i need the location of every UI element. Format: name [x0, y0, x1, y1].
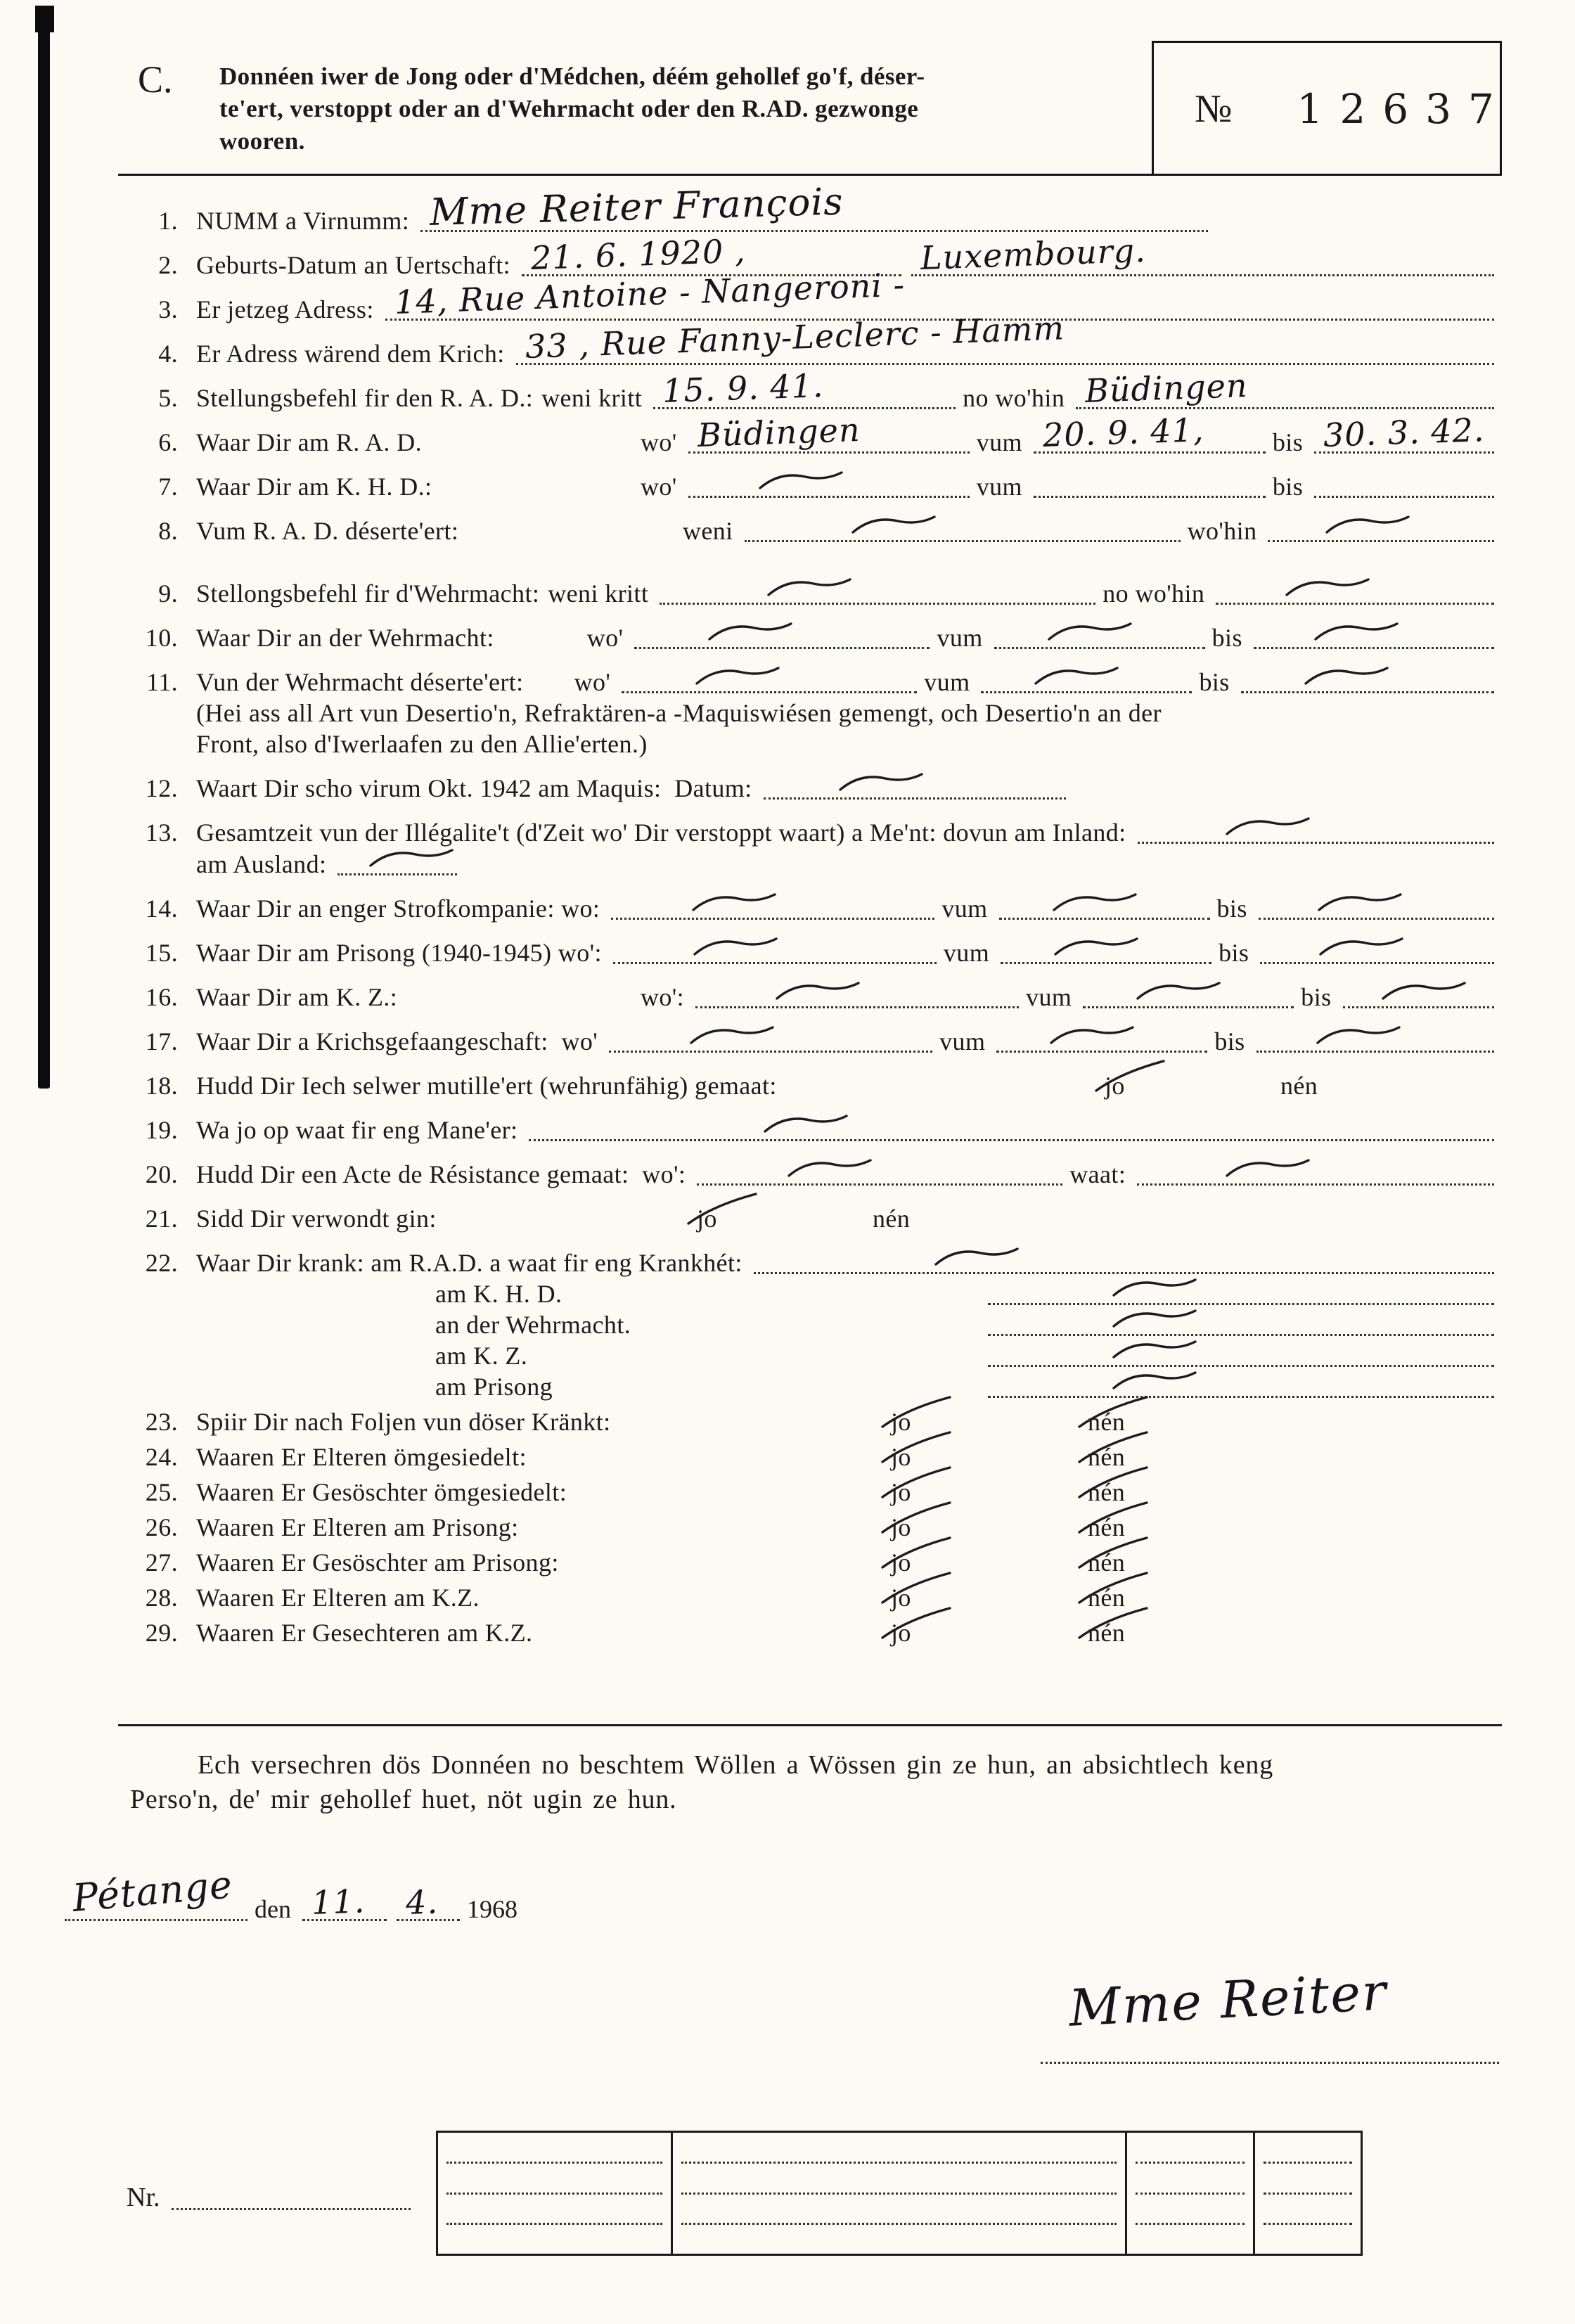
dotted-field [1001, 957, 1211, 964]
dotted-field [688, 410, 970, 454]
pen-stroke [705, 618, 795, 653]
dotted-field [1259, 913, 1494, 920]
printed-label: no wo'hin [1102, 579, 1205, 608]
table-cell-line [681, 2223, 1117, 2225]
form-title-line: Donnéen iwer de Jong oder d'Médchen, déém gehollef go'f, déser- [219, 63, 925, 90]
item-number: 11. [146, 668, 178, 696]
printed-label: am Prisong [435, 1373, 553, 1401]
den-label: den [255, 1895, 291, 1923]
day-field [302, 1882, 387, 1922]
pen-stroke [1050, 889, 1140, 923]
form-row [130, 1313, 1501, 1344]
handwritten-month: 4. [405, 1882, 439, 1922]
printed-label: Waar Dir an enger Strofkompanie: wo: [196, 894, 600, 923]
pen-stroke [1031, 662, 1121, 697]
numero-sign: № [1195, 87, 1233, 131]
printed-label: wo' [641, 473, 677, 501]
printed-label: wo'hin [1187, 517, 1257, 545]
dotted-field [988, 1391, 1494, 1398]
item-number: 7. [158, 473, 178, 501]
pen-stroke [932, 1243, 1022, 1278]
table-cell-line [1136, 2162, 1245, 2164]
form-row [130, 1149, 1501, 1193]
pen-stroke [849, 511, 939, 546]
pen-stroke [1379, 977, 1469, 1012]
printed-label: bis [1214, 1027, 1245, 1055]
option-label: nén [1088, 1548, 1126, 1577]
printed-label: Waaren Er Elteren am Prisong: [196, 1513, 519, 1541]
option-nén [873, 1204, 910, 1233]
printed-label: (Hei ass all Art vun Desertio'n, Refraktären-a -Maquiswiésen gemengt, och Desertio'n an der [196, 699, 1162, 727]
printed-label: Stellongsbefehl fir d'Wehrmacht: [196, 579, 540, 608]
printed-label: bis [1272, 473, 1304, 501]
printed-label: no wo'hin [963, 384, 1065, 412]
printed-label: Vun der Wehrmacht déserte'ert: [196, 668, 524, 696]
form-row [130, 763, 1501, 807]
spacer [196, 1339, 435, 1340]
pen-stroke [689, 889, 779, 923]
option-jo [891, 1618, 1088, 1648]
option-label: nén [1280, 1072, 1318, 1100]
printed-label: Waaren Er Elteren ömgesiedelt: [196, 1443, 527, 1471]
printed-label: Hudd Dir een Acte de Résistance gemaat: wo': [196, 1160, 686, 1188]
dotted-field [338, 868, 457, 875]
table-column [1255, 2133, 1361, 2254]
handwritten-entry: Mme Reiter François [429, 180, 844, 234]
handwritten-entry: 33 , Rue Fanny-Leclerc - Hamm [524, 309, 1065, 366]
option-label: jo [891, 1408, 911, 1436]
printed-label: vum [976, 428, 1022, 456]
pen-stroke [1133, 977, 1223, 1012]
form-row [130, 1060, 1501, 1105]
pen-stroke [1051, 933, 1141, 968]
dotted-field [745, 535, 1181, 542]
option-label: jo [891, 1513, 911, 1541]
item-number: 12. [145, 774, 178, 802]
table-column [673, 2133, 1127, 2254]
dotted-field [1260, 957, 1494, 964]
printed-label: Waart Dir scho virum Okt. 1942 am Maquis: Datum: [196, 774, 752, 802]
form-title-line: wooren. [219, 127, 305, 155]
form-row [130, 568, 1501, 612]
pen-stroke [785, 1155, 875, 1189]
table-cell-line [1136, 2223, 1245, 2225]
printed-label: Vum R. A. D. déserte'ert: [196, 517, 459, 545]
bottom-table [436, 2131, 1363, 2256]
item-number: 2. [158, 251, 178, 279]
item-number: 26. [145, 1513, 178, 1541]
document-number-box [1152, 41, 1511, 175]
table-cell-line [681, 2193, 1117, 2195]
form-row [130, 1441, 1501, 1476]
form-row [130, 1282, 1501, 1313]
table-cell-line [1264, 2162, 1352, 2164]
option-label: jo [1105, 1072, 1125, 1100]
item-number: 24. [145, 1443, 178, 1471]
printed-label: Waar Dir am K. H. D.: [196, 473, 432, 501]
option-nén [1088, 1618, 1125, 1648]
handwritten-entry: 20. 9. 41, [1042, 411, 1205, 454]
dotted-field [988, 1298, 1494, 1305]
declaration-text [130, 1748, 1507, 1817]
option-label: jo [891, 1548, 911, 1577]
option-label: nén [1088, 1478, 1126, 1506]
option-jo [891, 1513, 1088, 1542]
dotted-field [1256, 1046, 1494, 1053]
option-label: nén [1088, 1513, 1126, 1541]
form-row [130, 366, 1501, 417]
table-column [1127, 2133, 1255, 2254]
item-number: 5. [158, 384, 178, 412]
option-nén [1088, 1442, 1125, 1472]
dotted-field [660, 598, 1095, 605]
table-cell-line [681, 2162, 1117, 2164]
form-row [130, 1238, 1501, 1282]
pen-stroke [1323, 511, 1413, 546]
handwritten-entry: Büdingen [1084, 366, 1249, 410]
dotted-field [764, 792, 1066, 800]
dotted-field [994, 642, 1205, 649]
option-label: nén [1088, 1443, 1126, 1471]
form-row [130, 461, 1501, 506]
dotted-field [1268, 535, 1494, 542]
form-row [130, 1581, 1501, 1617]
option-label: jo [891, 1478, 911, 1506]
form-row [130, 1016, 1501, 1060]
nr-label: Nr. [127, 2183, 160, 2212]
pen-stroke [693, 662, 783, 697]
printed-label: Waar Dir am Prisong (1940-1945) wo': [196, 939, 602, 967]
dotted-field [1216, 598, 1494, 605]
printed-label: Gesamtzeit vun der Illégalite't (d'Zeit wo' Dir verstoppt waart) a Me'nt: dovun am Inland: [196, 818, 1126, 847]
dotted-field [622, 686, 917, 693]
dotted-field [420, 180, 1208, 234]
printed-label: Waar Dir am K. Z.: [196, 983, 398, 1011]
form-title [219, 60, 1140, 158]
table-cell-line [446, 2223, 662, 2225]
printed-label: vum [941, 894, 988, 923]
item-number: 6. [158, 428, 178, 456]
signature: Mme Reiter [1067, 1962, 1389, 2038]
form-row [130, 657, 1501, 701]
dotted-field [988, 1360, 1494, 1367]
form-row [130, 1546, 1501, 1581]
declaration-line: Perso'n, de' mir gehollef huet, nöt ugin ze hun. [130, 1785, 677, 1814]
printed-label: NUMM a Virnumm: [196, 207, 410, 235]
spacer [532, 696, 574, 697]
item-number: 4. [158, 340, 178, 368]
printed-label: bis [1216, 894, 1247, 923]
option-label: jo [891, 1443, 911, 1471]
printed-label: Stellungsbefehl fir den R. A. D.: [196, 384, 534, 412]
printed-label: Waar Dir krank: am R.A.D. a waat fir eng Krankhét: [196, 1249, 742, 1277]
form-row [130, 1375, 1501, 1406]
nr-row [127, 2176, 418, 2213]
option-label: nén [1088, 1408, 1126, 1436]
handwritten-entry: 21. 6. 1920 , [530, 231, 747, 277]
printed-label: wo' [641, 428, 677, 456]
printed-label: am K. H. D. [435, 1280, 562, 1308]
item-number: 25. [145, 1478, 178, 1506]
dotted-field [653, 366, 956, 410]
printed-label: waat: [1069, 1160, 1126, 1188]
printed-label: bis [1211, 624, 1242, 652]
table-cell-line [1264, 2223, 1352, 2225]
item-number: 23. [145, 1408, 178, 1436]
pen-stroke [1301, 662, 1391, 697]
document-number: 12637 [1297, 85, 1511, 133]
dotted-field [1138, 837, 1494, 844]
dotted-field [1083, 1001, 1294, 1008]
dotted-field [1034, 491, 1266, 498]
table-column [438, 2133, 673, 2254]
pen-stroke [1045, 618, 1135, 653]
form-row [130, 1344, 1501, 1375]
option-label: jo [697, 1205, 717, 1233]
pen-stroke [690, 933, 780, 968]
printed-label: wo' [574, 668, 611, 696]
dotted-field [754, 1267, 1494, 1274]
handwritten-entry: 15. 9. 41. [662, 366, 825, 410]
item-number: 27. [145, 1548, 178, 1577]
form-title-line: te'ert, verstoppt oder an d'Wehrmacht oder den R.AD. gezwonge [219, 95, 919, 122]
printed-label: Geburts-Datum an Uertschaft: [196, 251, 511, 279]
dotted-field [988, 1329, 1494, 1336]
pen-stroke [836, 769, 926, 803]
pen-stroke [1311, 618, 1401, 653]
printed-label: Hudd Dir Iech selwer mutille'ert (wehrunfähig) gemaat: [196, 1072, 777, 1100]
form-row [130, 506, 1501, 550]
option-nén [1088, 1407, 1125, 1437]
option-jo [891, 1477, 1088, 1507]
option-jo [891, 1442, 1088, 1472]
printed-label: vum [1026, 983, 1072, 1011]
form-row [130, 180, 1501, 240]
option-nén [1088, 1583, 1125, 1612]
dotted-field [1076, 366, 1494, 410]
table-cell-line [446, 2162, 662, 2164]
form-row [130, 410, 1501, 461]
dotted-field [1314, 411, 1494, 454]
dotted-field [996, 1046, 1207, 1053]
place-field [65, 1862, 248, 1921]
pen-stroke [1313, 1022, 1403, 1056]
form-row [130, 927, 1501, 972]
printed-label: weni kritt [541, 384, 643, 412]
option-nén [1088, 1548, 1125, 1577]
printed-label: bis [1219, 939, 1249, 967]
option-jo [891, 1583, 1088, 1612]
pen-stroke [1282, 574, 1372, 608]
nr-field [172, 2203, 411, 2210]
items-list [130, 180, 1501, 1652]
item-number: 29. [145, 1619, 178, 1647]
dotted-field [613, 957, 937, 964]
option-label: nén [873, 1205, 911, 1233]
option-label: nén [1088, 1584, 1126, 1612]
form-row [130, 701, 1501, 732]
item-number: 10. [145, 624, 178, 652]
printed-label: Waaren Er Gesöschter am Prisong: [196, 1548, 559, 1577]
option-label: jo [891, 1619, 911, 1647]
dotted-field [611, 913, 934, 920]
printed-label: Waar Dir am R. A. D. [196, 428, 423, 456]
dotted-field [529, 1134, 1494, 1141]
item-number: 13. [145, 818, 178, 847]
item-number: 1. [158, 207, 178, 235]
handwritten-place: Pétange [70, 1862, 235, 1920]
spacer [196, 1308, 435, 1309]
handwritten-entry: Luxembourg. [920, 231, 1147, 277]
dotted-field [1241, 686, 1494, 693]
item-number: 18. [145, 1072, 178, 1100]
printed-label: vum [937, 624, 983, 652]
dotted-field [999, 913, 1210, 920]
printed-label: Waaren Er Gesöschter ömgesiedelt: [196, 1478, 567, 1506]
item-number: 21. [145, 1205, 178, 1233]
form-row [130, 612, 1501, 657]
printed-label: weni [683, 517, 733, 545]
dotted-field [1034, 411, 1266, 454]
option-label: jo [891, 1584, 911, 1612]
handwritten-entry: 14, Rue Antoine - Nangeroni - [393, 265, 906, 321]
printed-label: vum [939, 1027, 986, 1055]
item-number: 3. [158, 295, 178, 323]
option-jo [891, 1548, 1088, 1577]
form-row [130, 1105, 1501, 1149]
item-number: 15. [145, 939, 178, 967]
form-row [130, 883, 1501, 927]
form-row [130, 1617, 1501, 1652]
pen-stroke [761, 1110, 851, 1145]
printed-label: Front, also d'Iwerlaafen zu den Allie'erten.) [196, 730, 648, 758]
dotted-field [911, 231, 1494, 277]
printed-label: Er jetzeg Adress: [196, 295, 374, 323]
dotted-field [695, 1001, 1019, 1008]
dotted-field [688, 491, 970, 498]
pen-stroke [756, 467, 846, 501]
form-row [130, 807, 1501, 852]
handwritten-entry: 30. 3. 42. [1323, 411, 1486, 454]
handwritten-entry: Büdingen [696, 410, 861, 454]
pen-stroke [764, 574, 854, 608]
date-line [62, 1862, 526, 1924]
printed-label: am K. Z. [435, 1342, 528, 1370]
printed-label: bis [1272, 428, 1304, 456]
form-row [130, 1406, 1501, 1441]
printed-label: Er Adress wärend dem Krich: [196, 340, 505, 368]
pen-stroke [687, 1022, 777, 1056]
month-field [397, 1882, 460, 1922]
option-nén [1088, 1477, 1125, 1507]
printed-label: bis [1301, 983, 1332, 1011]
dotted-field [1137, 1179, 1494, 1186]
handwritten-day: 11. [311, 1882, 366, 1922]
option-label: nén [1088, 1619, 1126, 1647]
header-rule [118, 174, 1502, 176]
printed-label: Waaren Er Elteren am K.Z. [196, 1584, 480, 1612]
dotted-field [697, 1179, 1062, 1186]
table-cell-line [1264, 2193, 1352, 2195]
printed-label: Waar Dir a Krichsgefaangeschaft: wo' [196, 1027, 598, 1055]
dotted-field [1343, 1001, 1494, 1008]
scan-edge-artifact [38, 7, 50, 1089]
printed-label: vum [943, 939, 990, 967]
item-number: 20. [145, 1160, 178, 1188]
section-letter: C. [138, 58, 173, 101]
dotted-field [516, 309, 1494, 366]
item-number: 16. [145, 983, 178, 1011]
printed-label: am Ausland: [196, 850, 327, 878]
form-row [130, 852, 1501, 883]
dotted-field [981, 686, 1192, 693]
pen-stroke [773, 977, 863, 1012]
dotted-field [634, 642, 930, 649]
option-jo [1105, 1071, 1280, 1100]
option-jo [891, 1407, 1088, 1437]
signature-line [1041, 2062, 1499, 2064]
pen-stroke [1223, 1155, 1313, 1189]
pen-stroke [1047, 1022, 1137, 1056]
item-number: 9. [158, 579, 178, 608]
option-nén [1088, 1513, 1125, 1542]
printed-label: wo' [586, 624, 624, 652]
section-divider [118, 1724, 1502, 1726]
table-cell-line [1136, 2193, 1245, 2195]
printed-label: bis [1199, 668, 1230, 696]
printed-label: Waaren Er Gesechteren am K.Z. [196, 1619, 533, 1647]
dotted-field [1314, 491, 1494, 498]
form-row [130, 1476, 1501, 1511]
form-row [130, 732, 1501, 763]
dotted-field [609, 1046, 932, 1053]
form-row [130, 1193, 1501, 1238]
form-row [130, 972, 1501, 1016]
year-label: 1968 [466, 1895, 518, 1923]
printed-label: vum [976, 473, 1022, 501]
declaration-line: Ech versechren dös Donnéen no beschtem Wöllen a Wössen gin ze hun, an absichtlech keng [198, 1750, 1274, 1780]
item-number: 17. [145, 1027, 178, 1055]
item-number: 28. [145, 1584, 178, 1612]
printed-label: Wa jo op waat fir eng Mane'er: [196, 1116, 518, 1144]
printed-label: Waar Dir an der Wehrmacht: [196, 624, 494, 652]
printed-label: wo': [641, 983, 685, 1011]
printed-label: Sidd Dir verwondt gin: [196, 1205, 437, 1233]
form-row [130, 1511, 1501, 1546]
pen-stroke [1223, 813, 1313, 847]
printed-label: vum [924, 668, 970, 696]
pen-stroke [1316, 933, 1406, 968]
printed-label: an der Wehrmacht. [435, 1311, 631, 1339]
spacer [503, 652, 587, 653]
dotted-field [1254, 642, 1494, 649]
printed-label: Spiir Dir nach Foljen vun döser Kränkt: [196, 1408, 611, 1436]
item-number: 8. [158, 517, 178, 545]
printed-label: weni kritt [548, 579, 649, 608]
item-number: 22. [145, 1249, 178, 1277]
item-number: 14. [145, 894, 178, 923]
pen-stroke [1315, 889, 1405, 923]
table-cell-line [446, 2193, 662, 2195]
option-nén [1280, 1071, 1318, 1100]
item-number: 19. [145, 1116, 178, 1144]
option-jo [697, 1204, 873, 1233]
